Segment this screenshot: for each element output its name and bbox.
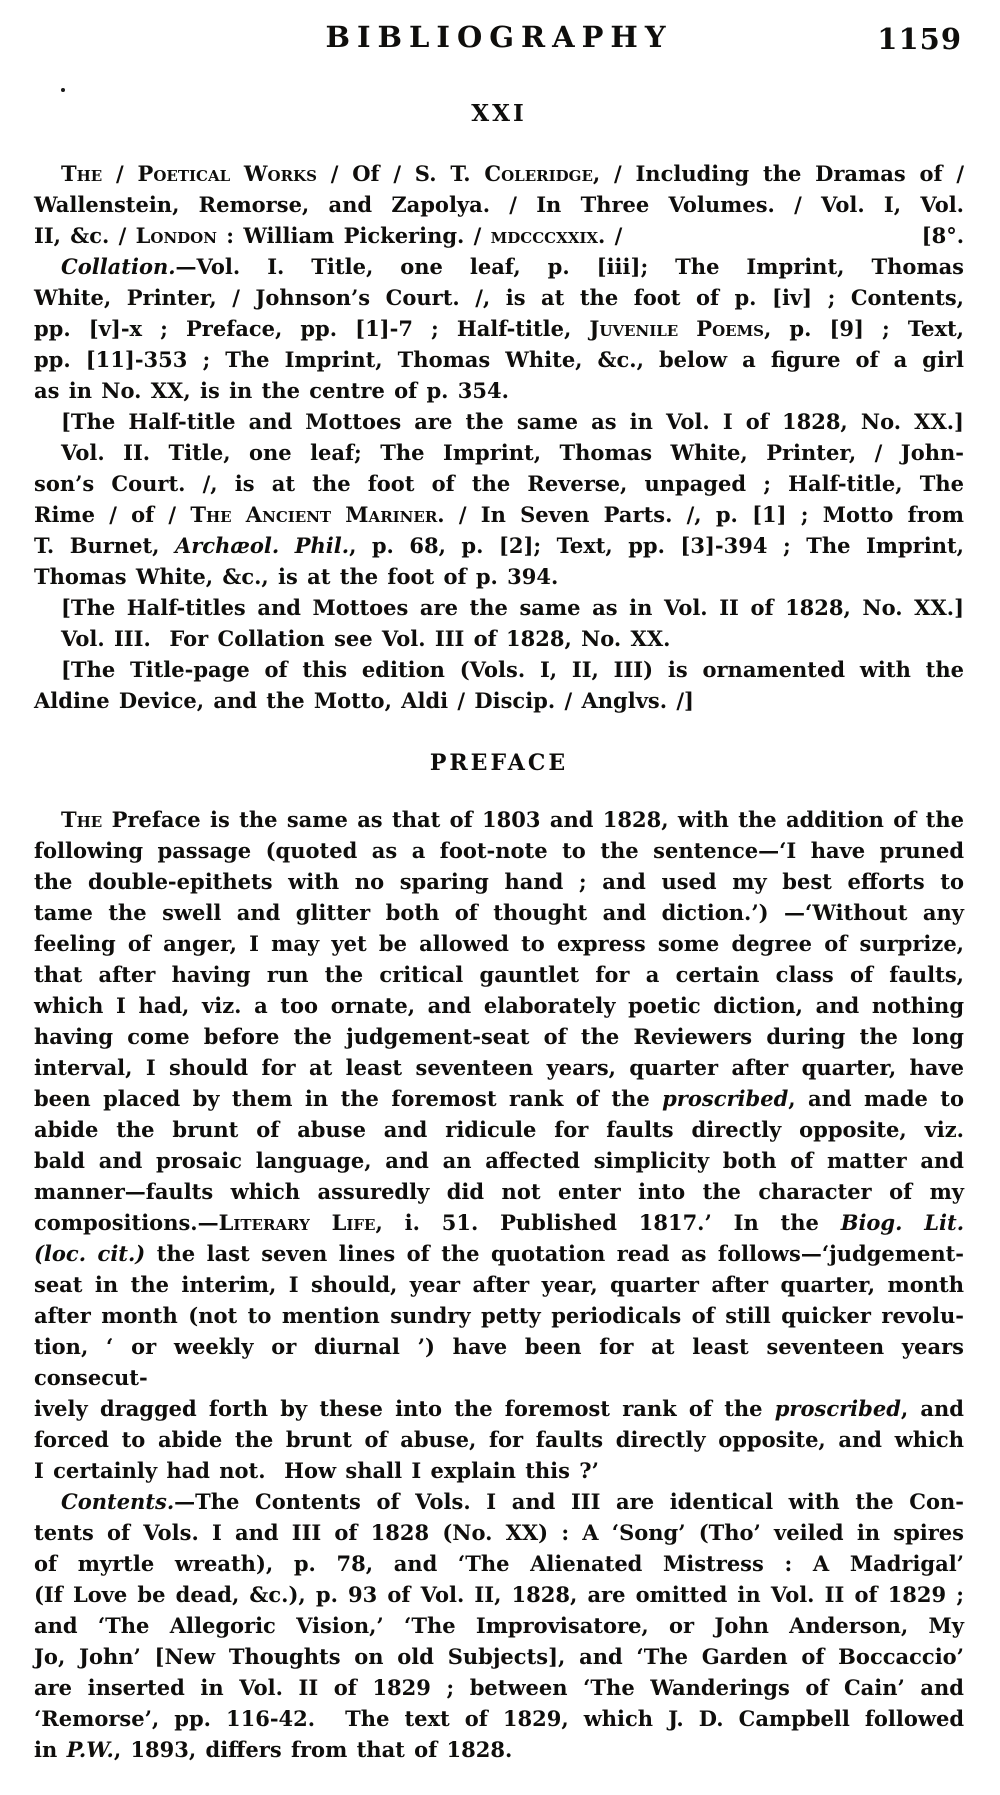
text-line (34, 592, 964, 623)
text-segment: Aldine Device, and the Motto, Aldi / Discip. / Anglvs. /] (34, 688, 694, 713)
text-line (34, 1424, 964, 1455)
text-segment: after month (not to mention sundry petty periodicals of still quicker revolu- (34, 1303, 964, 1328)
text-segment: which I had, viz. a too ornate, and elaborately poetic diction, and nothing (34, 993, 964, 1018)
text-line (34, 990, 964, 1021)
text-segment: , p. [9] ; Text, (764, 316, 964, 341)
text-segment: —The Contents of Vols. I and III are identical with the Con- (174, 1489, 964, 1514)
paragraph (34, 1486, 964, 1765)
text-line (34, 189, 964, 220)
text-segment: White, Printer, / Johnson’s Court. /, is at the foot of p. [iv] ; Contents, (34, 285, 964, 310)
page-header (34, 20, 964, 60)
text-line (34, 1703, 964, 1734)
text-line (34, 1052, 964, 1083)
text-segment: ively dragged forth by these into the foremost rank of the (34, 1396, 775, 1421)
text-segment: Coleridge (484, 161, 593, 186)
text-segment: Jo, John’ [New Thoughts on old Subjects], and ‘The Garden of Boccaccio’ (34, 1644, 964, 1669)
text-segment: been placed by them in the foremost rank of the (34, 1086, 663, 1111)
text-segment: bald and prosaic language, and an affected simplicity both of matter and (34, 1148, 964, 1173)
text-segment: [The Title-page of this edition (Vols. I, II, III) is ornamented with the (61, 657, 964, 682)
paragraph (34, 804, 964, 1486)
text-line (34, 1145, 964, 1176)
text-segment: , i. 51. Published 1817.’ In the (375, 1210, 841, 1235)
text-segment: T. Burnet, (34, 533, 175, 558)
text-segment: (loc. cit.) (34, 1241, 146, 1266)
text-line (34, 406, 964, 437)
text-segment: / Of / S. T. (316, 161, 485, 186)
text-segment: London (135, 223, 217, 248)
text-segment: seat in the interim, I should, year after year, quarter after quarter, month (34, 1272, 964, 1297)
text-line (34, 1579, 964, 1610)
text-segment: P.W. (66, 1737, 114, 1762)
text-segment: , and made to (788, 1086, 964, 1111)
text-segment: The (61, 161, 103, 186)
text-segment: II, &c. / (34, 223, 136, 248)
text-line (34, 1734, 964, 1765)
text-line (34, 344, 964, 375)
text-segment: feeling of anger, I may yet be allowed to express some degree of surprize, (34, 931, 964, 956)
text-line (34, 437, 964, 468)
text-line (34, 1176, 964, 1207)
text-segment: , and (900, 1396, 964, 1421)
text-segment: [The Half-titles and Mottoes are the same as in Vol. II of 1828, No. XX.] (61, 595, 964, 620)
text-line (34, 1610, 964, 1641)
paragraph (34, 406, 964, 437)
text-segment: of myrtle wreath), p. 78, and ‘The Alienated Mistress : A Madrigal’ (34, 1551, 964, 1576)
page-number: 1159 (877, 22, 962, 56)
text-segment: Thomas White, &c., is at the foot of p. 394. (34, 564, 559, 589)
text-segment: Literary Life (218, 1210, 376, 1235)
text-line (34, 561, 964, 592)
text-line (34, 1455, 964, 1486)
text-segment: interval, I should for at least seventeen years, quarter after quarter, have (34, 1055, 964, 1080)
text-segment: the last seven lines of the quotation read as follows—‘judgement- (145, 1241, 964, 1266)
text-line (34, 959, 964, 990)
text-segment: Archæol. Phil. (174, 533, 350, 558)
text-segment: , p. 68, p. [2]; Text, pp. [3]-394 ; The Imprint, (349, 533, 964, 558)
text-segment: proscribed (774, 1396, 901, 1421)
text-segment: Contents. (61, 1489, 175, 1514)
text-segment: Juvenile Poems (589, 316, 765, 341)
text-segment: Vol. III. For Collation see Vol. III of 1828, No. XX. (61, 626, 671, 651)
text-segment: Vol. II. Title, one leaf; The Imprint, Thomas White, Printer, / John- (61, 440, 964, 465)
text-line (34, 1486, 964, 1517)
text-line (34, 282, 964, 313)
text-segment: having come before the judgement-seat of the Reviewers during the long (34, 1024, 964, 1049)
text-segment: Collation. (61, 254, 176, 279)
text-segment: The (61, 807, 103, 832)
text-segment: in (34, 1737, 67, 1762)
text-segment: Biog. Lit. (840, 1210, 965, 1235)
text-segment: mdcccxxix (490, 223, 599, 248)
text-line (34, 1548, 964, 1579)
text-segment: Wallenstein, Remorse, and Zapolya. / In Three Volumes. / Vol. I, Vol. (34, 192, 964, 217)
text-line (34, 158, 964, 189)
preface-heading: PREFACE (429, 750, 569, 776)
text-line (34, 1083, 964, 1114)
text-line (34, 1331, 964, 1393)
text-segment: as in No. XX, is in the centre of p. 354. (34, 378, 509, 403)
text-segment: , / Including the Dramas of / (592, 161, 965, 186)
text-segment: pp. [11]-353 ; The Imprint, Thomas White, &c., below a figure of a girl (34, 347, 964, 372)
text-line (34, 1672, 964, 1703)
text-segment: manner—faults which assuredly did not enter into the character of my (34, 1179, 964, 1204)
text-line (34, 1021, 964, 1052)
text-line (34, 623, 964, 654)
text-segment: I certainly had not. How shall I explain this ?’ (34, 1458, 599, 1483)
text-segment: and ‘The Allegoric Vision,’ ‘The Improvisatore, or John Anderson, My (34, 1613, 964, 1638)
paragraph (34, 654, 964, 716)
text-segment: [The Half-title and Mottoes are the same as in Vol. I of 1828, No. XX.] (61, 409, 964, 434)
text-segment: compositions.— (34, 1210, 219, 1235)
text-segment: tents of Vols. I and III of 1828 (No. XX) : A ‘Song’ (Tho’ veiled in spires (34, 1520, 964, 1545)
text-segment: . / (598, 223, 623, 248)
text-line (34, 251, 964, 282)
text-segment: forced to abide the brunt of abuse, for faults directly opposite, and which (34, 1427, 964, 1452)
text-segment: The Ancient Mariner (190, 502, 438, 527)
text-line (34, 1300, 964, 1331)
text-segment: proscribed (662, 1086, 789, 1111)
paragraph (34, 158, 964, 251)
paragraph (34, 623, 964, 654)
text-segment: pp. [v]-x ; Preface, pp. [1]-7 ; Half-title, (34, 316, 590, 341)
text-segment: abide the brunt of abuse and ridicule for faults directly opposite, viz. (34, 1117, 964, 1142)
text-line (34, 1517, 964, 1548)
text-line (34, 928, 964, 959)
text-line (34, 685, 964, 716)
text-line (34, 1269, 964, 1300)
running-title: BIBLIOGRAPHY (325, 20, 673, 54)
text-line (34, 1114, 964, 1145)
text-line (34, 835, 964, 866)
format-note: [8°. (921, 223, 964, 248)
text-segment: the double-epithets with no sparing hand ; and used my best efforts to (34, 869, 964, 894)
text-line (34, 1207, 964, 1238)
section-heading: XXI (471, 100, 527, 127)
text-line (34, 804, 964, 835)
text-segment: Rime / of / (34, 502, 191, 527)
text-segment: that after having run the critical gauntlet for a certain class of faults, (34, 962, 964, 987)
text-segment: (If Love be dead, &c.), p. 93 of Vol. II, 1828, are omitted in Vol. II of 1829 ; (34, 1582, 964, 1607)
text-line (34, 897, 964, 928)
text-line (34, 375, 964, 406)
text-segment: / (102, 161, 138, 186)
text-line (34, 866, 964, 897)
text-segment: tion, ‘ or weekly or diurnal ’) have been for at least seventeen years consecut- (34, 1334, 964, 1390)
text-line (34, 530, 964, 561)
text-segment: son’s Court. /, is at the foot of the Reverse, unpaged ; Half-title, The (34, 471, 964, 496)
text-line (34, 313, 964, 344)
text-line (34, 468, 964, 499)
paragraph (34, 437, 964, 592)
text-line (34, 1238, 964, 1269)
text-segment: tame the swell and glitter both of thought and diction.’) —‘Without any (34, 900, 964, 925)
paragraph (34, 251, 964, 406)
text-line (34, 220, 964, 251)
text-segment: —Vol. I. Title, one leaf, p. [iii]; The Imprint, Thomas (175, 254, 964, 279)
text-segment: , 1893, differs from that of 1828. (113, 1737, 513, 1762)
text-segment: : William Pickering. / (216, 223, 491, 248)
text-segment: ‘Remorse’, pp. 116-42. The text of 1829, which J. D. Campbell followed (34, 1706, 964, 1731)
text-segment: Poetical Works (137, 161, 317, 186)
text-line (34, 1641, 964, 1672)
text-segment: are inserted in Vol. II of 1829 ; between ‘The Wanderings of Cain’ and (34, 1675, 964, 1700)
text-line (34, 499, 964, 530)
paragraph (34, 592, 964, 623)
text-line (34, 1393, 964, 1424)
document-body (34, 158, 964, 1765)
text-segment: following passage (quoted as a foot-note to the sentence—‘I have pruned (34, 838, 964, 863)
scan-speck (61, 88, 65, 92)
text-segment: Preface is the same as that of 1803 and 1828, with the addition of the (102, 807, 964, 832)
text-segment: . / In Seven Parts. /, p. [1] ; Motto from (437, 502, 965, 527)
text-line (34, 654, 964, 685)
